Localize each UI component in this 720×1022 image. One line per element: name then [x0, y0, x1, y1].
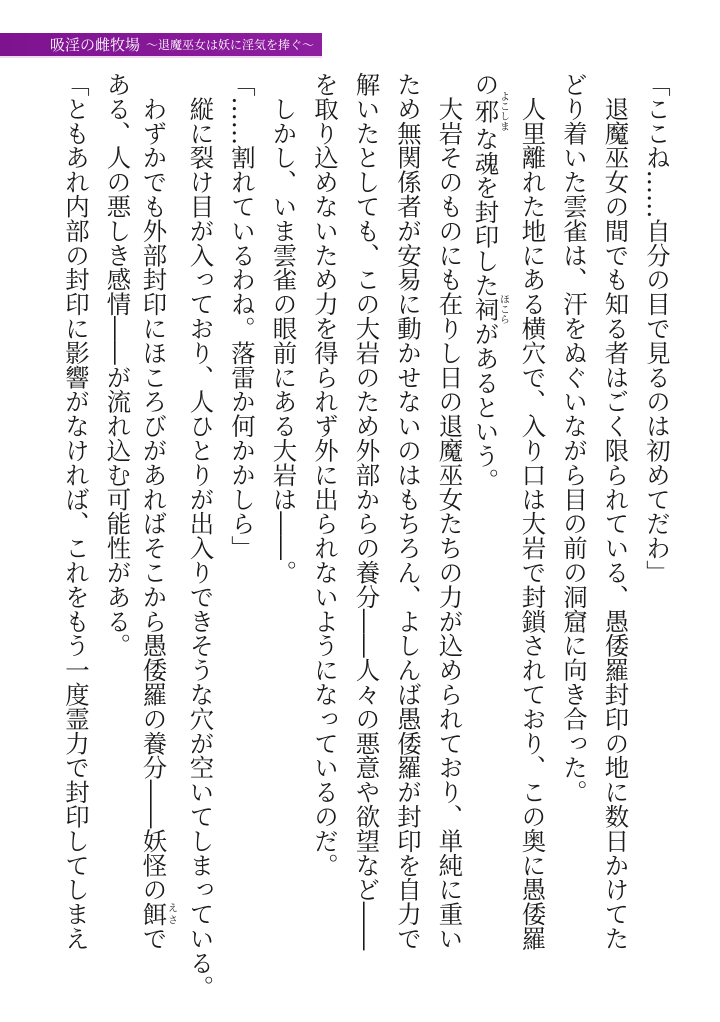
text-column [57, 72, 93, 962]
text-segment: があるという。 [470, 321, 500, 493]
text-segment: を取り込めないため力を得られず外に出られないようになっているのだ。 [310, 72, 339, 878]
text-segment: 退魔巫女の間でも知る者はごく限られている、愚倭羅封印の地に数日かけてた [600, 72, 630, 951]
text-segment: 解いたとしても、この大岩のため外部からの養分――人々の悪意や欲望など―― [351, 72, 381, 951]
text-segment: しかし、いま雲雀の眼前にある大岩は――。 [268, 72, 298, 585]
ruby-annotation: 邪よこしま [470, 91, 509, 132]
text-column [223, 72, 259, 962]
text-column [514, 72, 550, 962]
text-column [472, 72, 508, 962]
text-segment: 「……割れているわね。落雷か何かかしら」 [227, 72, 256, 560]
text-segment: ため無関係者が安易に動かせないのはもちろん、よしんば愚倭羅が封印を自力で [393, 72, 422, 951]
text-segment: 人里離れた地にある横穴で、入り口は大岩で封鎖されており、この奥に愚倭羅 [517, 72, 547, 951]
ruby-reading: よこしま [497, 91, 509, 132]
book-subtitle: ～退魔巫女は妖に淫気を捧ぐ～ [145, 38, 314, 52]
text-column [597, 72, 633, 962]
text-column [306, 72, 342, 962]
text-segment: ある、人の悪しき感情――が流れ込む可能性がある。 [102, 72, 132, 658]
text-segment: わずかでも外部封印にほころびがあればそこから愚倭羅の養分――妖怪の [138, 72, 168, 902]
ruby-reading: えさ [165, 901, 177, 926]
text-column [348, 72, 384, 962]
text-column [99, 72, 135, 962]
text-column [389, 72, 425, 962]
ruby-annotation: 祠ほこら [470, 294, 509, 325]
ruby-reading: ほこら [497, 294, 509, 325]
text-segment: な魂を封印した [470, 126, 500, 298]
text-segment: 縦に裂け目が入っており、人ひとりが出入りできそうな穴が空いてしまっている。 [185, 72, 215, 1000]
text-column [638, 72, 674, 962]
text-segment: の [470, 72, 500, 97]
ruby-annotation: 餌えさ [138, 901, 177, 926]
text-column [555, 72, 591, 962]
text-segment: 大岩そのものにも在りし日の退魔巫女たちの力が込められており、単純に重い [434, 72, 464, 951]
text-column [140, 72, 176, 962]
text-column [431, 72, 467, 962]
text-column [182, 72, 218, 1000]
text-segment: 「ともあれ内部の封印に影響がなければ、これをもう一度霊力で封印してしまえ [61, 72, 90, 951]
book-title: 吸淫の雌牧場 [49, 36, 140, 54]
text-column [265, 72, 301, 962]
text-segment: 「ここね……自分の目で見るのは初めてだわ」 [642, 72, 671, 585]
text-segment: どり着いた雲雀は、汗をぬぐいながら目の前の洞窟に向き合った。 [559, 72, 588, 804]
title-banner [0, 33, 322, 58]
text-segment: で [138, 926, 168, 951]
